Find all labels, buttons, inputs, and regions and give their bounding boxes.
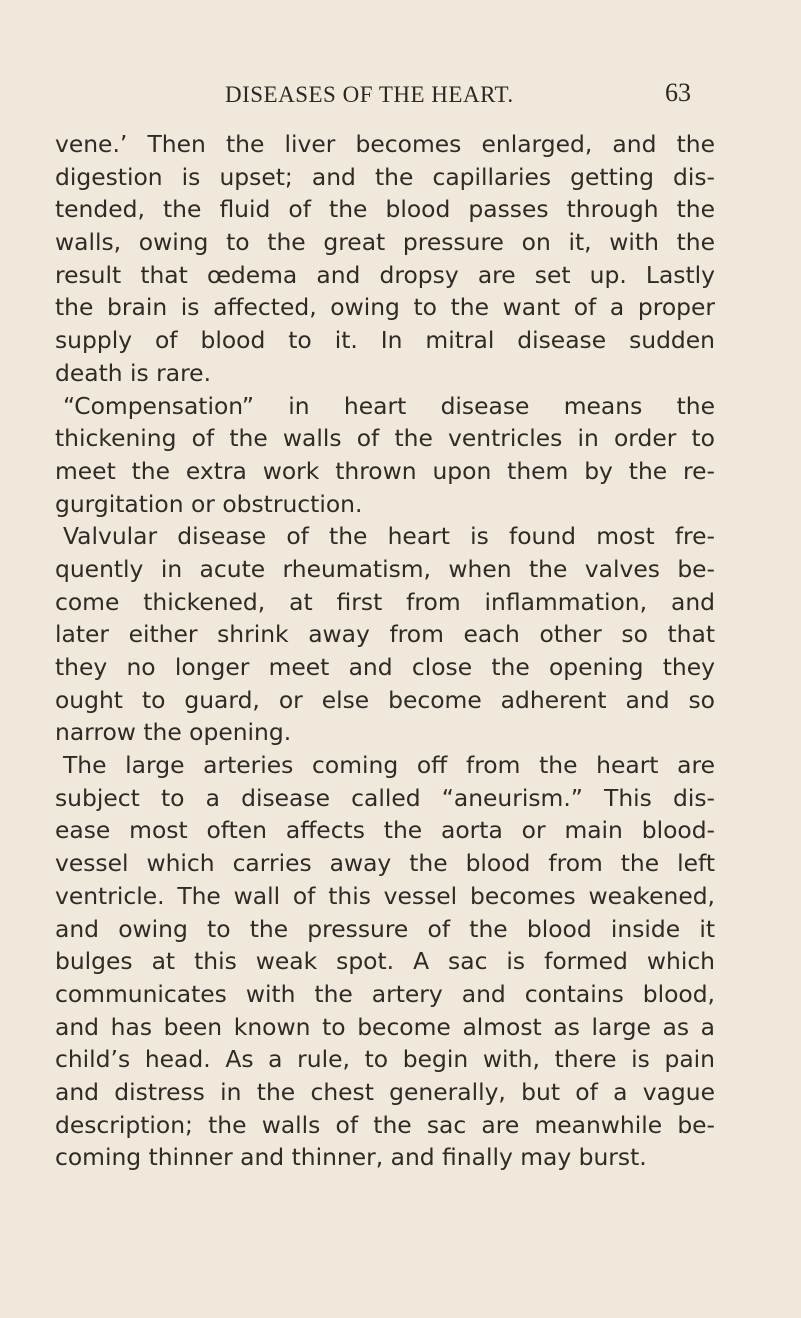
- text-line: and owing to the pressure of the blood inside it: [55, 914, 715, 943]
- text-line: Valvular disease of the heart is found most fre-: [63, 522, 715, 551]
- text-line: the brain is affected, owing to the want of a proper: [55, 293, 715, 322]
- text-line: later either shrink away from each other so that: [55, 620, 715, 649]
- text-line: and distress in the chest generally, but of a vague: [55, 1077, 715, 1106]
- running-head: [0, 78, 801, 118]
- running-title: DISEASES OF THE HEART.: [225, 82, 514, 107]
- text-line: communicates with the artery and contains blood,: [55, 979, 715, 1008]
- text-line: tended, the fluid of the blood passes through the: [55, 195, 715, 224]
- text-line: vessel which carries away the blood from the left: [55, 849, 715, 878]
- text-line: thickening of the walls of the ventricles in order to: [55, 424, 715, 453]
- text-line: subject to a disease called “aneurism.” This dis-: [55, 783, 715, 812]
- text-line: walls, owing to the great pressure on it, with the: [55, 228, 715, 257]
- text-line: and has been known to become almost as large as a: [55, 1012, 715, 1041]
- text-line: meet the extra work thrown upon them by the re-: [55, 456, 715, 485]
- text-line: gurgitation or obstruction.: [55, 489, 363, 518]
- text-line: result that œdema and dropsy are set up. Lastly: [55, 260, 715, 289]
- text-line: vene.’ Then the liver becomes enlarged, and the: [55, 130, 715, 158]
- text-line: coming thinner and thinner, and finally may burst.: [55, 1143, 647, 1172]
- text-line: narrow the opening.: [55, 718, 292, 747]
- text-line: come thickened, at first from inflammation, and: [55, 587, 715, 616]
- text-line: supply of blood to it. In mitral disease sudden: [55, 326, 715, 355]
- text-line: The large arteries coming off from the heart are: [63, 751, 715, 780]
- text-line: death is rare.: [55, 358, 212, 387]
- text-line: they no longer meet and close the opening they: [55, 653, 715, 681]
- text-line: description; the walls of the sac are meanwhile be-: [55, 1110, 715, 1139]
- text-line: “Compensation” in heart disease means the: [63, 391, 715, 420]
- text-line: ease most often affects the aorta or main blood-: [55, 816, 715, 845]
- text-line: quently in acute rheumatism, when the valves be-: [55, 554, 715, 583]
- text-line: digestion is upset; and the capillaries getting dis-: [55, 162, 715, 191]
- text-line: bulges at this weak spot. A sac is formed which: [55, 947, 715, 976]
- text-line: ventricle. The wall of this vessel becomes weakened,: [55, 881, 715, 910]
- body-text: [55, 128, 715, 1174]
- text-line: child’s head. As a rule, to begin with, there is pain: [55, 1045, 715, 1074]
- page-number: 63: [665, 78, 691, 107]
- text-line: ought to guard, or else become adherent and so: [55, 685, 715, 714]
